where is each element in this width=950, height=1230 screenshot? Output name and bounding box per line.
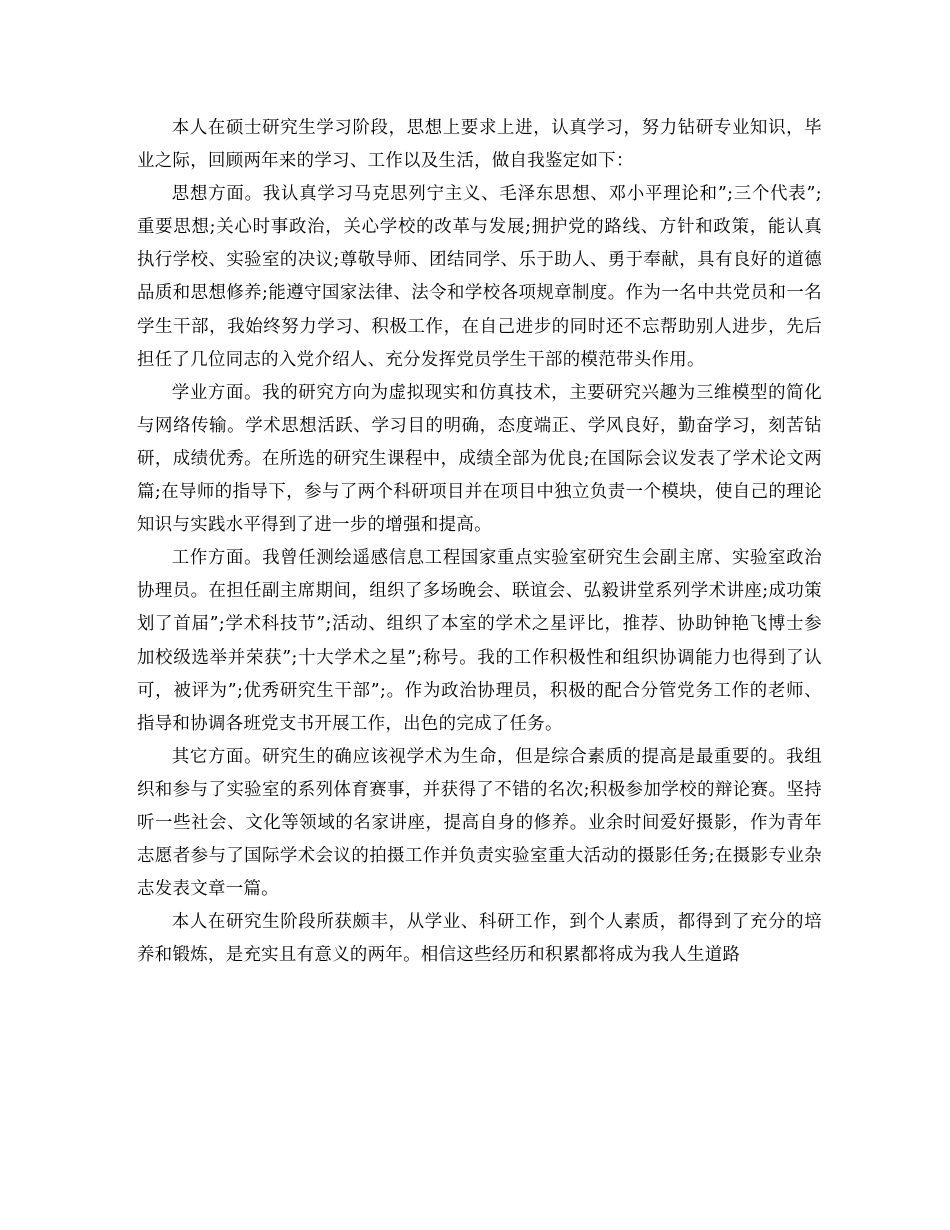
- academics-paragraph: 学业方面。我的研究方向为虚拟现实和仿真技术，主要研究兴趣为三维模型的简化与网络传输。学术思想活跃、学习目的明确，态度端正、学风良好，勤奋学习，刻苦钻研，成绩优秀。在所选的研究生课程中，成绩全部为优良;在国际会议发表了学术论文两篇;在导师的指导下，参与了两个科研项目并在项目中独立负责一个模块，使自己的理论知识与实践水平得到了进一步的增强和提高。: [137, 382, 822, 536]
- intro-paragraph: 本人在硕士研究生学习阶段，思想上要求上进，认真学习，努力钻研专业知识，毕业之际，回顾两年来的学习、工作以及生活，做自我鉴定如下：: [137, 118, 822, 172]
- document-body: [137, 112, 822, 972]
- summary-paragraph: 本人在研究生阶段所获颇丰，从学业、科研工作，到个人素质，都得到了充分的培养和锻炼，是充实且有意义的两年。相信这些经历和积累都将成为我人生道路: [137, 912, 822, 966]
- ideology-paragraph: 思想方面。我认真学习马克思列宁主义、毛泽东思想、邓小平理论和”;三个代表”;重要思想;关心时事政治，关心学校的改革与发展;拥护党的路线、方针和政策，能认真执行学校、实验室的决议;尊敬导师、团结同学、乐于助人、勇于奉献，具有良好的道德品质和思想修养;能遵守国家法律、法令和学校各项规章制度。作为一名中共党员和一名学生干部，我始终努力学习、积极工作，在自己进步的同时还不忘帮助别人进步，先后担任了几位同志的入党介绍人、充分发挥党员学生干部的模范带头作用。: [137, 184, 822, 370]
- work-paragraph: 工作方面。我曾任测绘遥感信息工程国家重点实验室研究生会副主席、实验室政治协理员。在担任副主席期间，组织了多场晚会、联谊会、弘毅讲堂系列学术讲座;成功策划了首届”;学术科技节”;活动、组织了本室的学术之星评比，推荐、协助钟艳飞博士参加校级选举并荣获”;十大学术之星”;称号。我的工作积极性和组织协调能力也得到了认可，被评为”;优秀研究生干部”;。作为政治协理员，积极的配合分管党务工作的老师、指导和协调各班党支书开展工作，出色的完成了任务。: [137, 548, 822, 734]
- other-paragraph: 其它方面。研究生的确应该视学术为生命，但是综合素质的提高是最重要的。我组织和参与了实验室的系列体育赛事，并获得了不错的名次;积极参加学校的辩论赛。坚持听一些社会、文化等领域的名家讲座，提高自身的修养。业余时间爱好摄影，作为青年志愿者参与了国际学术会议的拍摄工作并负责实验室重大活动的摄影任务;在摄影专业杂志发表文章一篇。: [137, 746, 822, 900]
